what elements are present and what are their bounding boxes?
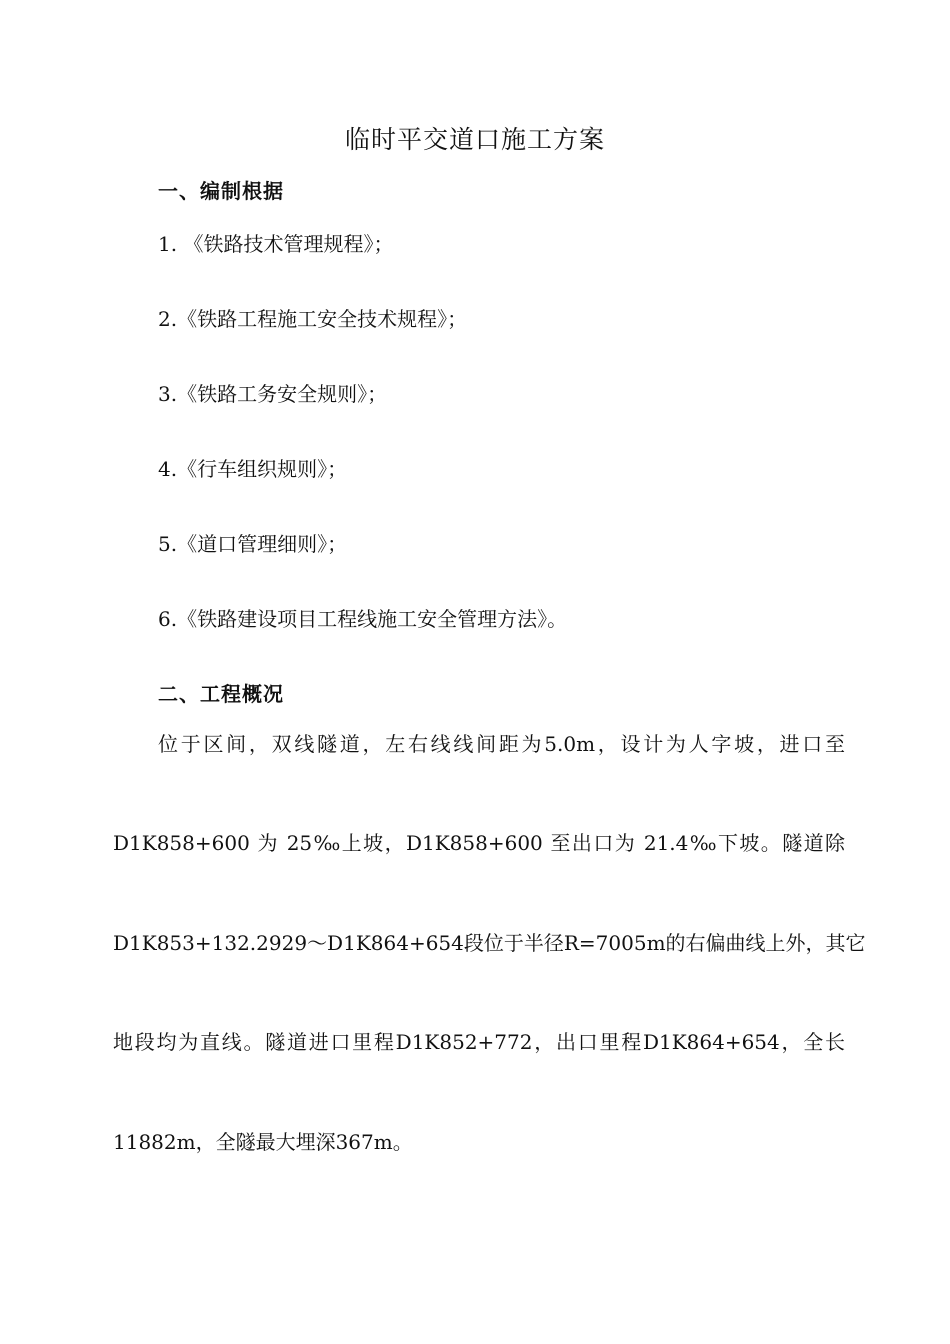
document-title: 临时平交道口施工方案 bbox=[344, 125, 605, 154]
reference-item: 4.《行车组织规则》； bbox=[158, 457, 348, 481]
reference-item: 3.《铁路工务安全规则》； bbox=[158, 382, 388, 406]
reference-item: 1. 《铁路技术管理规程》； bbox=[158, 232, 394, 256]
paragraph-line: 位于区间，双线隧道，左右线线间距为5.0m，设计为人字坡，进口至 bbox=[158, 732, 845, 756]
paragraph-line: 地段均为直线。隧道进口里程D1K852+772，出口里程D1K864+654，全长 bbox=[113, 1030, 845, 1054]
paragraph-line: D1K853+132.2929～D1K864+654段位于半径R=7005m的右偏曲线上外，其它 bbox=[113, 931, 866, 955]
paragraph-line: D1K858+600 为 25‰上坡，D1K858+600 至出口为 21.4‰下坡。隧道除 bbox=[113, 831, 845, 855]
section-heading-basis: 一、编制根据 bbox=[158, 179, 284, 203]
reference-item: 2.《铁路工程施工安全技术规程》； bbox=[158, 307, 468, 331]
reference-item: 5.《道口管理细则》； bbox=[158, 532, 348, 556]
section-heading-overview: 二、工程概况 bbox=[158, 682, 284, 706]
paragraph-line: 11882m，全隧最大埋深367m。 bbox=[113, 1130, 413, 1154]
reference-item: 6.《铁路建设项目工程线施工安全管理方法》。 bbox=[158, 607, 568, 631]
